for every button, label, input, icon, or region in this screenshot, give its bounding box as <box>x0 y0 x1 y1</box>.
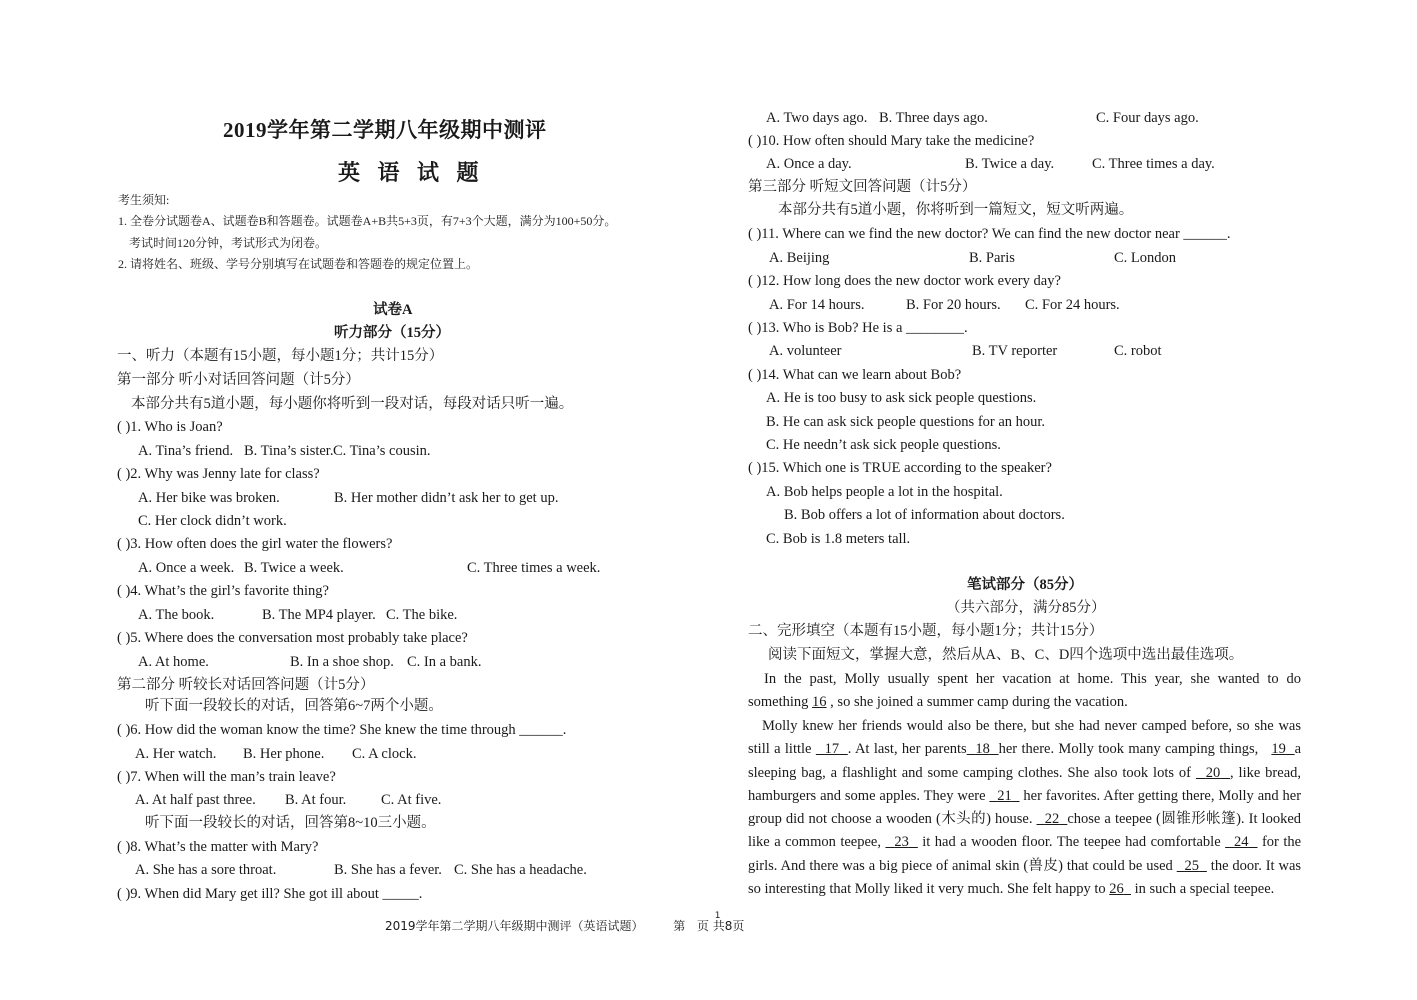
q7-option-b: B. At four. <box>285 792 347 808</box>
blank-25: 25 <box>1184 857 1200 874</box>
q10-option-b: B. Twice a day. <box>965 156 1055 172</box>
q1-option-a: A. Tina’s friend. <box>138 443 234 459</box>
blank-24: 24 <box>1234 834 1249 851</box>
footer-page-label-a: 第 <box>673 919 686 933</box>
q3-option-c: C. Three times a week. <box>467 560 601 576</box>
q4-option-b: B. The MP4 player. <box>262 607 376 623</box>
q10-option-c: C. Three times a day. <box>1092 156 1215 172</box>
section1-title: 一、听力（本题有15小题，每小题1分；共计15分） <box>117 348 444 364</box>
part1-title: 第一部分 听小对话回答问题（计5分） <box>117 372 360 388</box>
footer-exam-name: 2019学年第二学期八年级期中测评（英语试题） <box>385 919 644 933</box>
blank-20: 20 <box>1205 764 1221 781</box>
blank-16: 16 <box>812 694 827 711</box>
question-12: ( )12. How long does the new doctor work every day? <box>748 273 1061 289</box>
question-14: ( )14. What can we learn about Bob? <box>748 367 962 383</box>
blank-22: 22 <box>1044 811 1060 828</box>
q11-option-b: B. Paris <box>969 250 1015 266</box>
q12-option-c: C. For 24 hours. <box>1025 297 1120 313</box>
q15-option-b: B. Bob offers a lot of information about doctors. <box>784 507 1065 523</box>
question-4: ( )4. What’s the girl’s favorite thing? <box>117 583 329 599</box>
q10-option-a: A. Once a day. <box>766 156 852 172</box>
q6-option-a: A. Her watch. <box>135 746 217 762</box>
q5-option-a: A. At home. <box>138 654 209 670</box>
footer-page-number: 1 <box>714 911 721 921</box>
q3-option-b: B. Twice a week. <box>244 560 344 576</box>
q11-option-a: A. Beijing <box>769 250 830 266</box>
footer-page-total: 共8页 <box>712 919 745 933</box>
q8-option-a: A. She has a sore throat. <box>135 862 277 878</box>
blank-23: 23 <box>894 834 909 851</box>
part2-instruction-b: 听下面一段较长的对话，回答第8~10三小题。 <box>145 815 436 831</box>
question-8: ( )8. What’s the matter with Mary? <box>117 839 319 855</box>
q3-option-a: A. Once a week. <box>138 560 235 576</box>
written-title: 笔试部分（85分） <box>967 577 1083 593</box>
page-footer <box>385 911 745 934</box>
notice-item-1: 1. 全卷分试题卷A、试题卷B和答题卷。试题卷A+B共5+3页，有7+3个大题，满分为100+50分。 <box>118 214 617 228</box>
part2-title: 第二部分 听较长对话回答问题（计5分） <box>117 677 375 693</box>
q14-option-a: A. He is too busy to ask sick people questions. <box>766 390 1037 406</box>
q5-option-b: B. In a shoe shop. <box>290 654 394 670</box>
q7-option-a: A. At half past three. <box>135 792 256 808</box>
q9-option-c: C. Four days ago. <box>1096 110 1199 126</box>
question-2: ( )2. Why was Jenny late for class? <box>117 466 320 482</box>
q12-option-a: A. For 14 hours. <box>769 297 865 313</box>
part3-title: 第三部分 听短文回答问题（计5分） <box>748 179 977 195</box>
q15-option-c: C. Bob is 1.8 meters tall. <box>766 531 911 547</box>
footer-page-label-b: 页 <box>696 919 709 933</box>
paper-a-label: 试卷A <box>373 302 413 318</box>
question-9: ( )9. When did Mary get ill? She got ill about _____. <box>117 886 423 902</box>
blank-17: 17 <box>824 741 840 758</box>
cloze-instruction: 阅读下面短文，掌握大意，然后从A、B、C、D四个选项中选出最佳选项。 <box>768 647 1244 663</box>
question-1: ( )1. Who is Joan? <box>117 419 223 435</box>
blank-26: 26 <box>1109 881 1124 898</box>
q9-option-a: A. Two days ago. <box>766 110 868 126</box>
q14-option-b: B. He can ask sick people questions for an hour. <box>766 414 1046 430</box>
exam-title: 2019学年第二学期八年级期中测评 <box>223 118 547 142</box>
question-7: ( )7. When will the man’s train leave? <box>117 769 336 785</box>
blank-21: 21 <box>997 787 1012 804</box>
q7-option-c: C. At five. <box>381 792 442 808</box>
q4-option-c: C. The bike. <box>386 607 458 623</box>
q14-option-c: C. He needn’t ask sick people questions. <box>766 437 1001 453</box>
listening-title: 听力部分（15分） <box>334 325 450 341</box>
q13-option-c: C. robot <box>1114 343 1162 359</box>
q6-option-c: C. A clock. <box>352 746 417 762</box>
cloze-paragraph-2: Molly knew her friends would also be there, but she had never camped before, so she was still a little 17 . At last, her parents 18 her there. Molly took many camping things, 19 a sleeping bag, a flashlight and some camping clothes. She also took lots of 20 , like bread, hamburgers and some apples. They were 21 her favorites. After getting there, Molly and her group did not choose a wooden (木头的) house. 22 chose a teepee (圆锥形帐篷). It looked like a common teepee, 23 it had a wooden floor. The teepee had comfortable 24 for the girls. And there was a big piece of animal skin (兽皮) that could be used 25 the door. It was so interesting that Molly liked it very much. She felt happy to 26 in such a special teepee. <box>748 718 1302 898</box>
q1-option-c: C. Tina’s cousin. <box>333 443 431 459</box>
blank-18: 18 <box>975 741 990 758</box>
q6-option-b: B. Her phone. <box>243 746 325 762</box>
q9-option-b: B. Three days ago. <box>879 110 988 126</box>
notice-item-2: 2. 请将姓名、班级、学号分别填写在试题卷和答题卷的规定位置上。 <box>118 257 479 271</box>
question-15: ( )15. Which one is TRUE according to the speaker? <box>748 460 1052 476</box>
question-13: ( )13. Who is Bob? He is a ________. <box>748 320 968 336</box>
q2-option-b: B. Her mother didn’t ask her to get up. <box>334 490 559 506</box>
question-6: ( )6. How did the woman know the time? She knew the time through ______. <box>117 722 567 738</box>
q8-option-b: B. She has a fever. <box>334 862 442 878</box>
section2-title: 二、完形填空（本题有15小题，每小题1分；共计15分） <box>748 623 1104 639</box>
q11-option-c: C. London <box>1114 250 1177 266</box>
question-10: ( )10. How often should Mary take the medicine? <box>748 133 1035 149</box>
q8-option-c: C. She has a headache. <box>454 862 587 878</box>
blank-19: 19 <box>1271 741 1286 758</box>
q2-option-c: C. Her clock didn’t work. <box>138 513 287 529</box>
q13-option-a: A. volunteer <box>769 343 842 359</box>
cloze-paragraph-1: In the past, Molly usually spent her vacation at home. This year, she wanted to do something 16 , so she joined a summer camp during the vacation. <box>748 671 1301 711</box>
question-3: ( )3. How often does the girl water the flowers? <box>117 536 393 552</box>
exam-subtitle: 英 语 试 题 <box>338 160 485 185</box>
part2-instruction-a: 听下面一段较长的对话，回答第6~7两个小题。 <box>145 698 443 714</box>
part1-instruction: 本部分共有5道小题，每小题你将听到一段对话，每段对话只听一遍。 <box>131 396 574 412</box>
written-subtitle: （共六部分，满分85分） <box>946 600 1106 616</box>
q13-option-b: B. TV reporter <box>972 343 1058 359</box>
question-5: ( )5. Where does the conversation most probably take place? <box>117 630 468 646</box>
notice-item-1-cont: 考试时间120分钟，考试形式为闭卷。 <box>129 236 328 250</box>
q12-option-b: B. For 20 hours. <box>906 297 1001 313</box>
q2-option-a: A. Her bike was broken. <box>138 490 280 506</box>
notice-heading: 考生须知: <box>118 193 170 207</box>
q1-option-b: B. Tina’s sister. <box>244 443 334 459</box>
q5-option-c: C. In a bank. <box>407 654 482 670</box>
part3-instruction: 本部分共有5道小题，你将听到一篇短文，短文听两遍。 <box>778 202 1134 218</box>
question-11: ( )11. Where can we find the new doctor? We can find the new doctor near ______. <box>748 226 1231 242</box>
q4-option-a: A. The book. <box>138 607 215 623</box>
q15-option-a: A. Bob helps people a lot in the hospital. <box>766 484 1003 500</box>
